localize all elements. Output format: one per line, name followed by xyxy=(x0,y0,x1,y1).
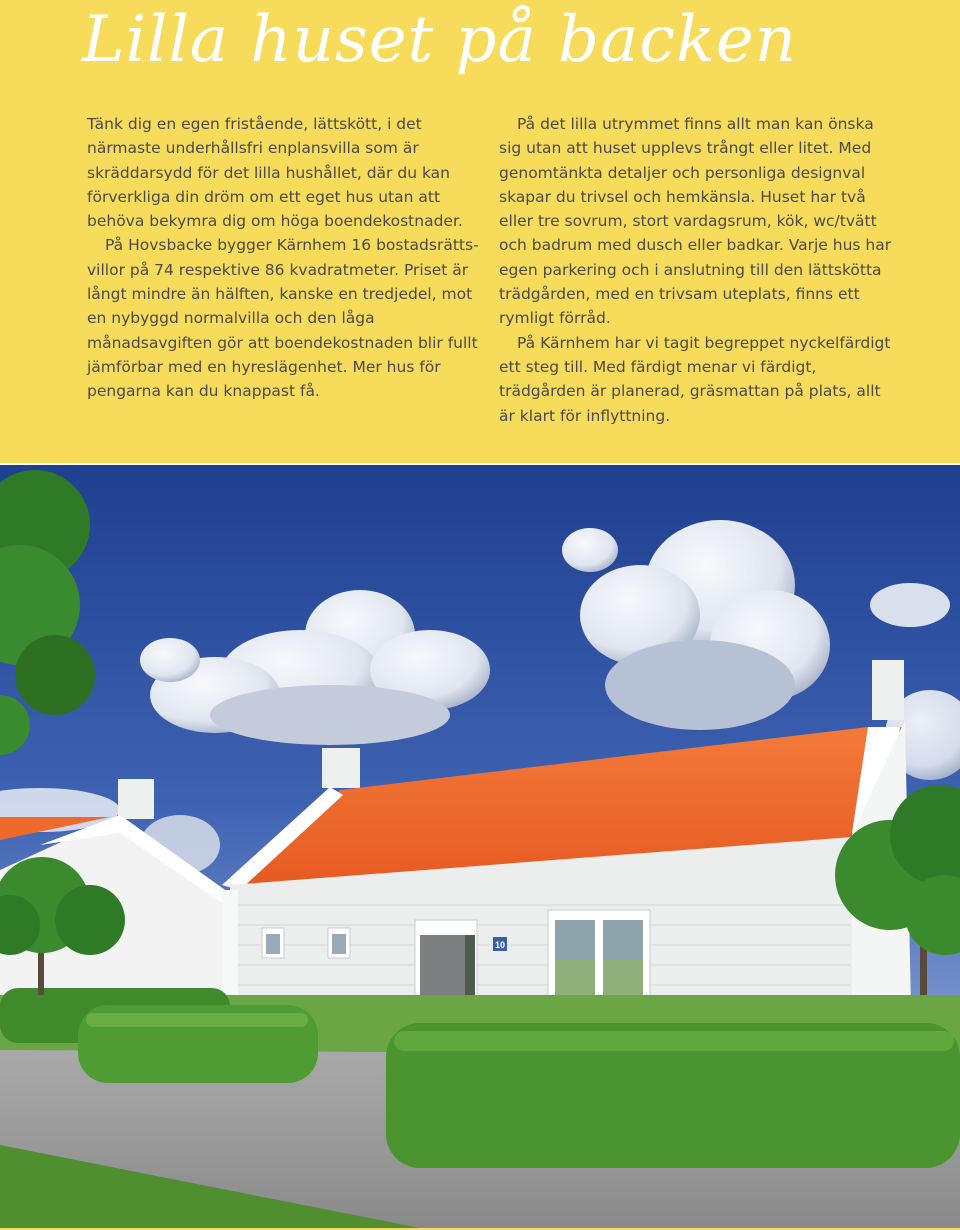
intro-column-left xyxy=(87,112,482,404)
paragraph-intro: Tänk dig en egen fristående, lättskött, i det närmaste underhållsfri enplansvilla som är skräddarsydd för det lilla hushållet, där du kan förverkliga din dröm om ett eget hus utan att behöva bekymra dig om höga boendekostnader. xyxy=(87,115,463,231)
paragraph-space: På det lilla utrymmet finns allt man kan önska sig utan att huset upplevs trångt eller litet. Med genomtänkta detaljer och personliga designval skapar du trivsel och hemkänsla. Huset har två eller tre sovrum, stort vardagsrum, kök, wc/tvätt och badrum med dusch eller badkar. Varje hus har egen parkering och i anslutning till den lättskötta trädgården, med en trivsam uteplats, finns ett rymligt förråd. xyxy=(499,115,892,328)
intro-column-right xyxy=(499,112,899,428)
page-title: Lilla huset på backen xyxy=(82,3,797,77)
house-number: 10 xyxy=(494,940,506,950)
house-photo xyxy=(0,463,960,1230)
paragraph-hovsbacke: På Hovsbacke bygger Kärnhem 16 bostadsrättsvillor på 74 respektive 86 kvadratmeter. Priset är långt mindre än hälften, kanske en tredjedel, mot en nybyggd normalvilla och den låga månadsavgiften gör att boendekostnaden blir fullt jämförbar med en hyreslägenhet. Mer hus för pengarna kan du knappast få. xyxy=(87,236,479,401)
paragraph-turnkey: På Kärnhem har vi tagit begreppet nyckelfärdigt ett steg till. Med färdigt menar vi färdigt, trädgården är planerad, gräsmattan på plats, allt är klart för inflyttning. xyxy=(499,333,891,425)
